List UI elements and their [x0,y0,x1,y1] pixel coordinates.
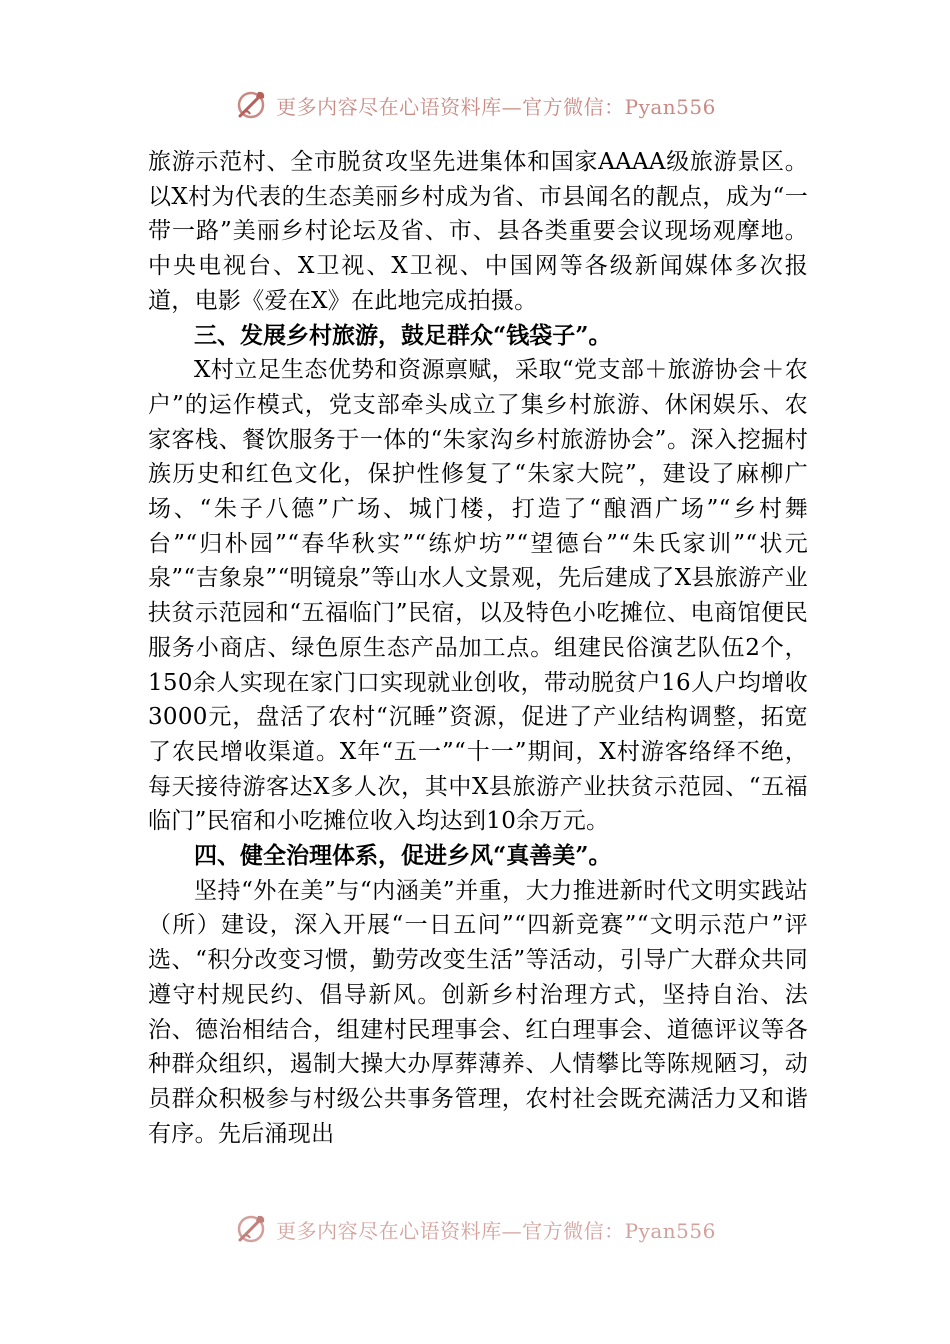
paragraph-continuation: 旅游示范村、全市脱贫攻坚先进集体和国家AAAA级旅游景区。以X村为代表的生态美丽乡村成为省、市县闻名的靓点，成为“一带一路”美丽乡村论坛及省、市、县各类重要会议现场观摩地。中央电视台、X卫视、X卫视、中国网等各级新闻媒体多次报道，电影《爱在X》在此地完成拍摄。 [148,149,808,314]
watermark-text: 更多内容尽在心语资料库—官方微信：Pyan556 [276,1218,716,1243]
watermark-text: 更多内容尽在心语资料库—官方微信：Pyan556 [276,94,716,119]
quill-logo-icon [234,88,268,122]
section-heading-4: 四、健全治理体系，促进乡风“真善美”。 [194,842,612,870]
document-body [148,145,808,1151]
paragraph-governance: 坚持“外在美”与“内涵美”并重，大力推进新时代文明实践站（所）建设，深入开展“一日五问”“四新竞赛”“文明示范户”评选、“积分改变习惯，勤劳改变生活”等活动，引导广大群众共同遵守村规民约、倡导新风。创新乡村治理方式，坚持自治、法治、德治相结合，组建村民理事会、红白理事会、道德评议等各种群众组织，遏制大操大办厚葬薄养、人情攀比等陈规陋习，动员群众积极参与村级公共事务管理，农村社会既充满活力又和谐有序。先后涌现出 [148,877,808,1147]
watermark-header [0,88,950,122]
section-heading-3: 三、发展乡村旅游，鼓足群众“钱袋子”。 [194,321,612,349]
paragraph-tourism: X村立足生态优势和资源禀赋，采取“党支部＋旅游协会＋农户”的运作模式，党支部牵头成立了集乡村旅游、休闲娱乐、农家客栈、餐饮服务于一体的“朱家沟乡村旅游协会”。深入挖掘村族历史和红色文化，保护性修复了“朱家大院”，建设了麻柳广场、“朱子八德”广场、城门楼，打造了“酿酒广场”“乡村舞台”“归朴园”“春华秋实”“练炉坊”“望德台”“朱氏家训”“状元泉”“吉象泉”“明镜泉”等山水人文景观，先后建成了X县旅游产业扶贫示范园和“五福临门”民宿，以及特色小吃摊位、电商馆便民服务小商店、绿色原生态产品加工点。组建民俗演艺队伍2个，150余人实现在家门口实现就业创收，带动脱贫户16人户均增收3000元，盘活了农村“沉睡”资源，促进了产业结构调整，拓宽了农民增收渠道。X年“五一”“十一”期间，X村游客络绎不绝，每天接待游客达X多人次，其中X县旅游产业扶贫示范园、“五福临门”民宿和小吃摊位收入均达到10余万元。 [148,357,808,835]
watermark-footer [0,1212,950,1246]
quill-logo-icon [234,1212,268,1246]
